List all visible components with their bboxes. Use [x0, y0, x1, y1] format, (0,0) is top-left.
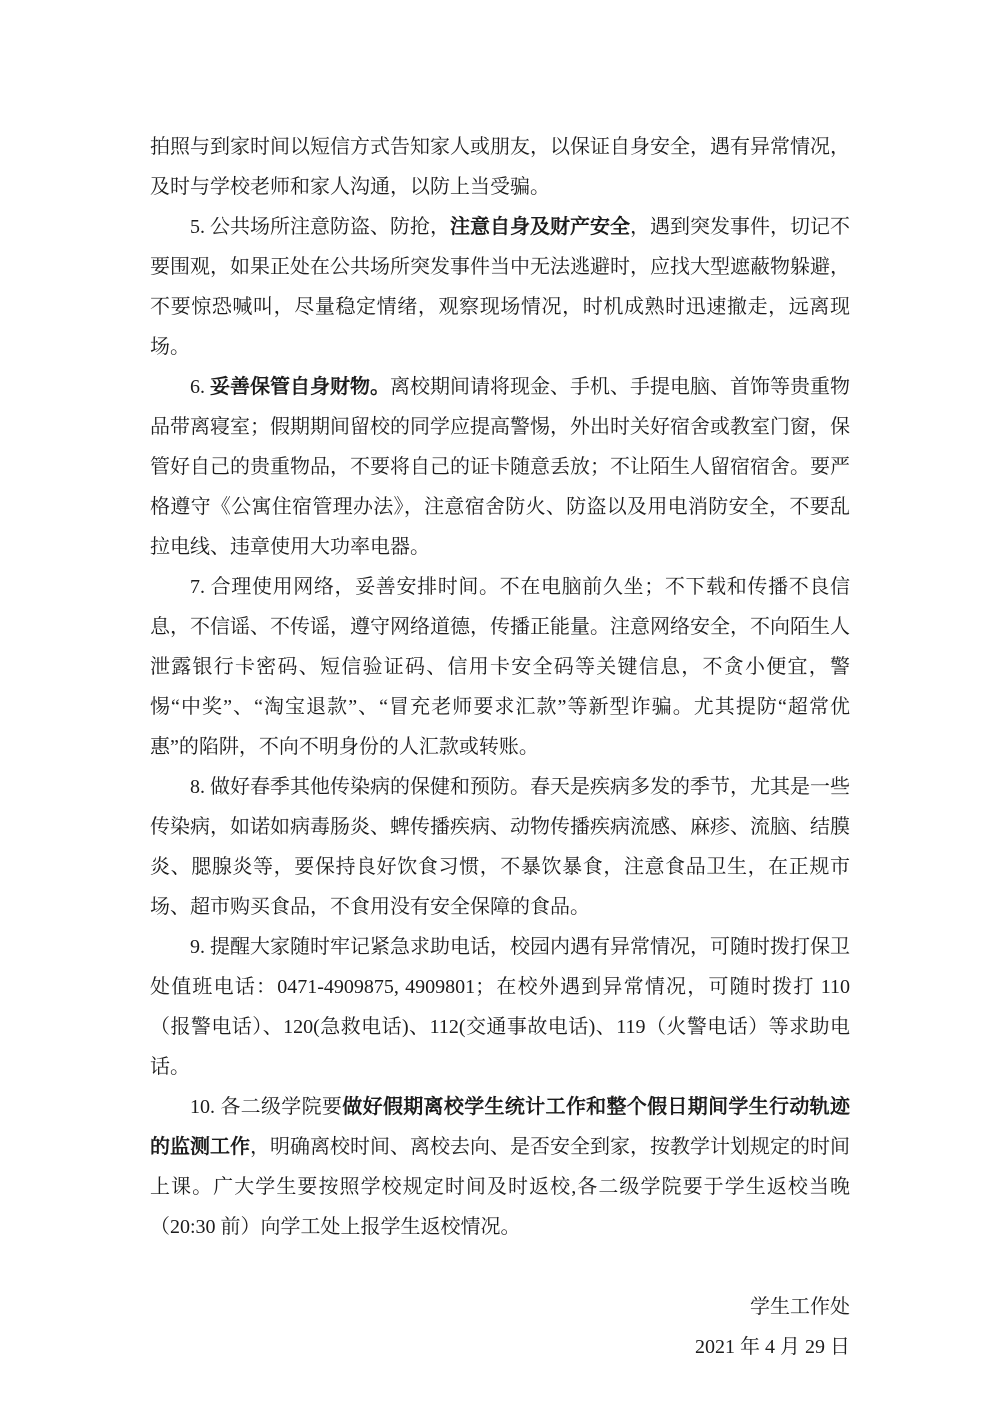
text-segment: 离校期间请将现金、手机、手提电脑、首饰等贵重物品带离寝室；假期期间留校的同学应提高警惕，外出时关好宿舍或教室门窗，保管好自己的贵重物品，不要将自己的证卡随意丢放；不让陌生人留宿宿舍。要严格遵守《公寓住宿管理办法》，注意宿舍防火、防盗以及用电消防安全，不要乱拉电线、违章使用大功率电器。	[150, 376, 850, 558]
paragraph	[150, 127, 850, 207]
signature-department: 学生工作处	[750, 1296, 850, 1318]
text-segment: 6.	[190, 376, 210, 398]
paragraph	[150, 207, 850, 367]
text-segment: 5. 公共场所注意防盗、防抢，	[190, 216, 450, 238]
text-segment: ，明确离校时间、离校去向、是否安全到家，按教学计划规定的时间上课。广大学生要按照学校规定时间及时返校,各二级学院要于学生返校当晚（20:30 前）向学工处上报学生返校情况。	[150, 1136, 850, 1238]
paragraph	[150, 367, 850, 567]
paragraph	[150, 927, 850, 1087]
paragraph	[150, 767, 850, 927]
text-segment: 8. 做好春季其他传染病的保健和预防。春天是疾病多发的季节，尤其是一些传染病，如诺如病毒肠炎、蜱传播疾病、动物传播疾病流感、麻疹、流脑、结膜炎、腮腺炎等，要保持良好饮食习惯，不暴饮暴食，注意食品卫生，在正规市场、超市购买食品，不食用没有安全保障的食品。	[150, 776, 850, 918]
text-segment: 10. 各二级学院要	[190, 1096, 343, 1118]
text-segment: 7. 合理使用网络，妥善安排时间。不在电脑前久坐；不下载和传播不良信息，不信谣、不传谣，遵守网络道德，传播正能量。注意网络安全，不向陌生人泄露银行卡密码、短信验证码、信用卡安全码等关键信息，不贪小便宜，警惕“中奖”、“淘宝退款”、“冒充老师要求汇款”等新型诈骗。尤其提防“超常优惠”的陷阱，不向不明身份的人汇款或转账。	[150, 576, 850, 758]
text-segment: ，遇到突发事件，切记不要围观，如果正处在公共场所突发事件当中无法逃避时，应找大型遮蔽物躲避，不要惊恐喊叫，尽量稳定情绪，观察现场情况，时机成熟时迅速撤走，远离现场。	[150, 216, 850, 358]
signature-block	[150, 1287, 850, 1367]
bold-text-segment: 妥善保管自身财物。	[210, 376, 390, 398]
paragraph	[150, 567, 850, 767]
document-paragraphs	[150, 127, 850, 1247]
signature-date: 2021 年 4 月 29 日	[695, 1336, 850, 1358]
text-segment: 9. 提醒大家随时牢记紧急求助电话，校园内遇有异常情况，可随时拨打保卫处值班电话：0471-4909875, 4909801；在校外遇到异常情况，可随时拨打 110（报警电话）、120(急救电话)、112(交通事故电话)、119（火警电话）等求助电话。	[150, 936, 850, 1078]
text-segment: 拍照与到家时间以短信方式告知家人或朋友，以保证自身安全，遇有异常情况，及时与学校老师和家人沟通，以防上当受骗。	[150, 136, 850, 198]
paragraph	[150, 1087, 850, 1247]
bold-text-segment: 做好假期离校学生统计工作和整个假日期间学生行动轨迹的监测工作	[150, 1096, 851, 1158]
bold-text-segment: 注意自身及财产安全	[450, 216, 630, 238]
